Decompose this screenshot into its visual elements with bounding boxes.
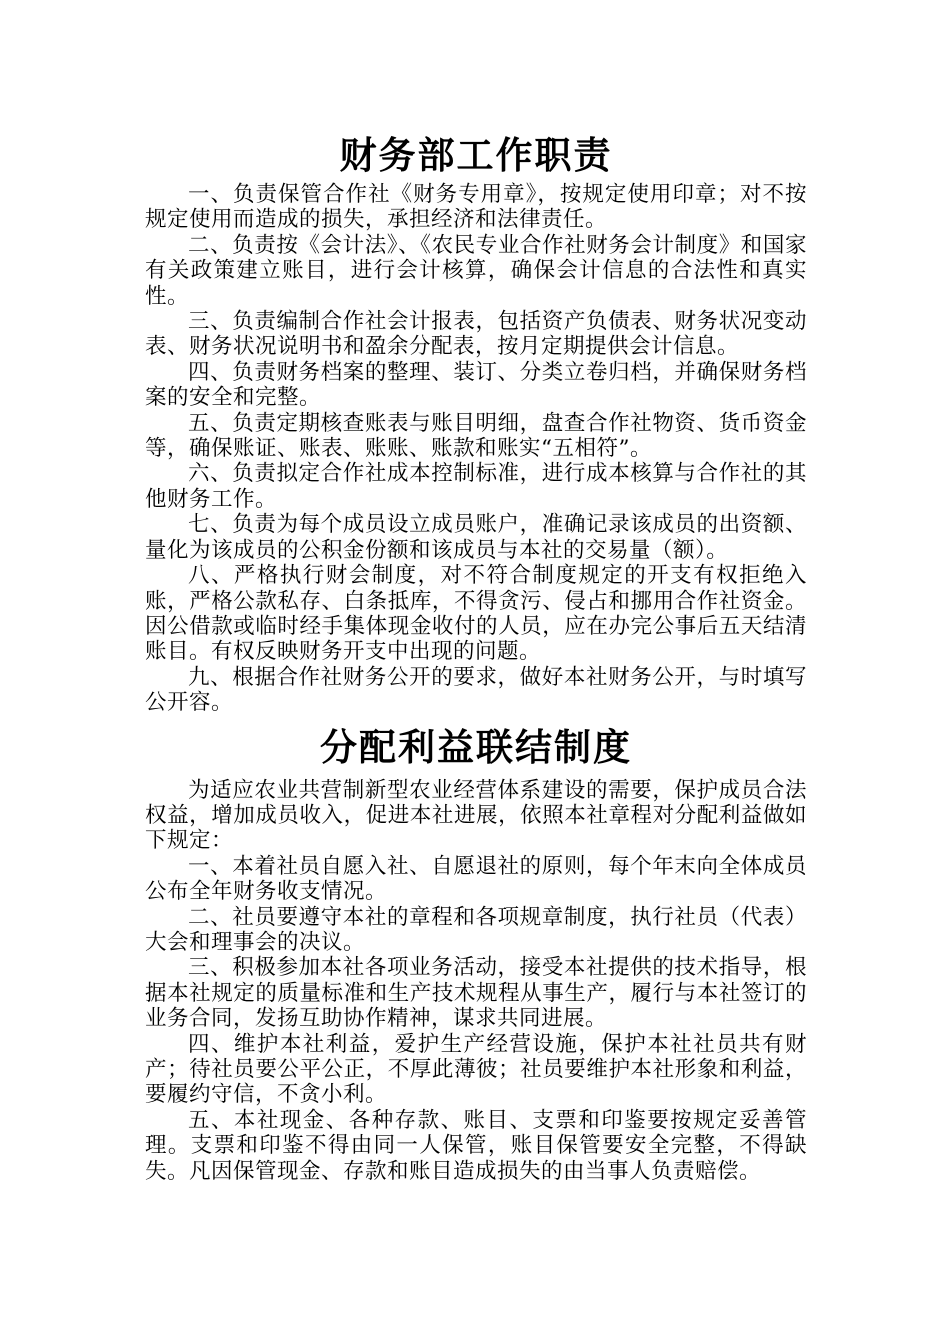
finance-duty-1: 一、负责保管合作社《财务专用章》，按规定使用印章；对不按规定使用而造成的损失，承担经济和法律责任。 bbox=[145, 182, 807, 233]
document-page bbox=[145, 122, 807, 1184]
section-title-benefit-distribution: 分配利益联结制度 bbox=[320, 724, 632, 769]
finance-duty-8: 八、严格执行财会制度，对不符合制度规定的开支有权拒绝入账，严格公款私存、白条抵库，不得贪污、侵占和挪用合作社资金。因公借款或临时经手集体现金收付的人员，应在办完公事后五天结清账目。有权反映财务开支中出现的问题。 bbox=[145, 563, 807, 665]
finance-duty-2: 二、负责按《会计法》、《农民专业合作社财务会计制度》和国家有关政策建立账目，进行会计核算，确保会计信息的合法性和真实性。 bbox=[145, 232, 807, 309]
finance-duty-3: 三、负责编制合作社会计报表，包括资产负债表、财务状况变动表、财务状况说明书和盈余分配表，按月定期提供会计信息。 bbox=[145, 309, 807, 360]
benefit-rule-4: 四、维护本社利益，爱护生产经营设施，保护本社社员共有财产；待社员要公平公正，不厚此薄彼；社员要维护本社形象和利益，要履约守信，不贪小利。 bbox=[145, 1031, 807, 1108]
finance-duty-4: 四、负责财务档案的整理、装订、分类立卷归档，并确保财务档案的安全和完整。 bbox=[145, 359, 807, 411]
finance-duty-9: 九、根据合作社财务公开的要求，做好本社财务公开，与时填写公开容。 bbox=[145, 664, 807, 716]
benefit-rule-2: 二、社员要遵守本社的章程和各项规章制度，执行社员（代表）大会和理事会的决议。 bbox=[145, 904, 807, 955]
benefit-rule-5: 五、本社现金、各种存款、账目、支票和印鉴要按规定妥善管理。支票和印鉴不得由同一人保管，账目保管要安全完整，不得缺失。凡因保管现金、存款和账目造成损失的由当事人负责赔偿。 bbox=[145, 1107, 807, 1184]
benefit-rule-3: 三、积极参加本社各项业务活动，接受本社提供的技术指导，根据本社规定的质量标准和生产技术规程从事生产，履行与本社签订的业务合同，发扬互助协作精神，谋求共同进展。 bbox=[145, 955, 807, 1032]
section-title-finance-duties: 财务部工作职责 bbox=[339, 133, 613, 177]
finance-duty-6: 六、负责拟定合作社成本控制标准，进行成本核算与合作社的其他财务工作。 bbox=[145, 461, 807, 512]
finance-duty-5: 五、负责定期核查账表与账目明细，盘查合作社物资、货币资金等，确保账证、账表、账账、账款和账实“五相符”。 bbox=[145, 410, 807, 462]
benefit-intro: 为适应农业共营制新型农业经营体系建设的需要，保护成员合法权益，增加成员收入，促进本社进展，依照本社章程对分配利益做如下规定： bbox=[145, 777, 807, 854]
benefit-rule-1: 一、本着社员自愿入社、自愿退社的原则，每个年末向全体成员公布全年财务收支情况。 bbox=[145, 853, 807, 905]
finance-duty-7: 七、负责为每个成员设立成员账户，准确记录该成员的出资额、量化为该成员的公积金份额和该成员与本社的交易量（额）。 bbox=[145, 512, 807, 563]
